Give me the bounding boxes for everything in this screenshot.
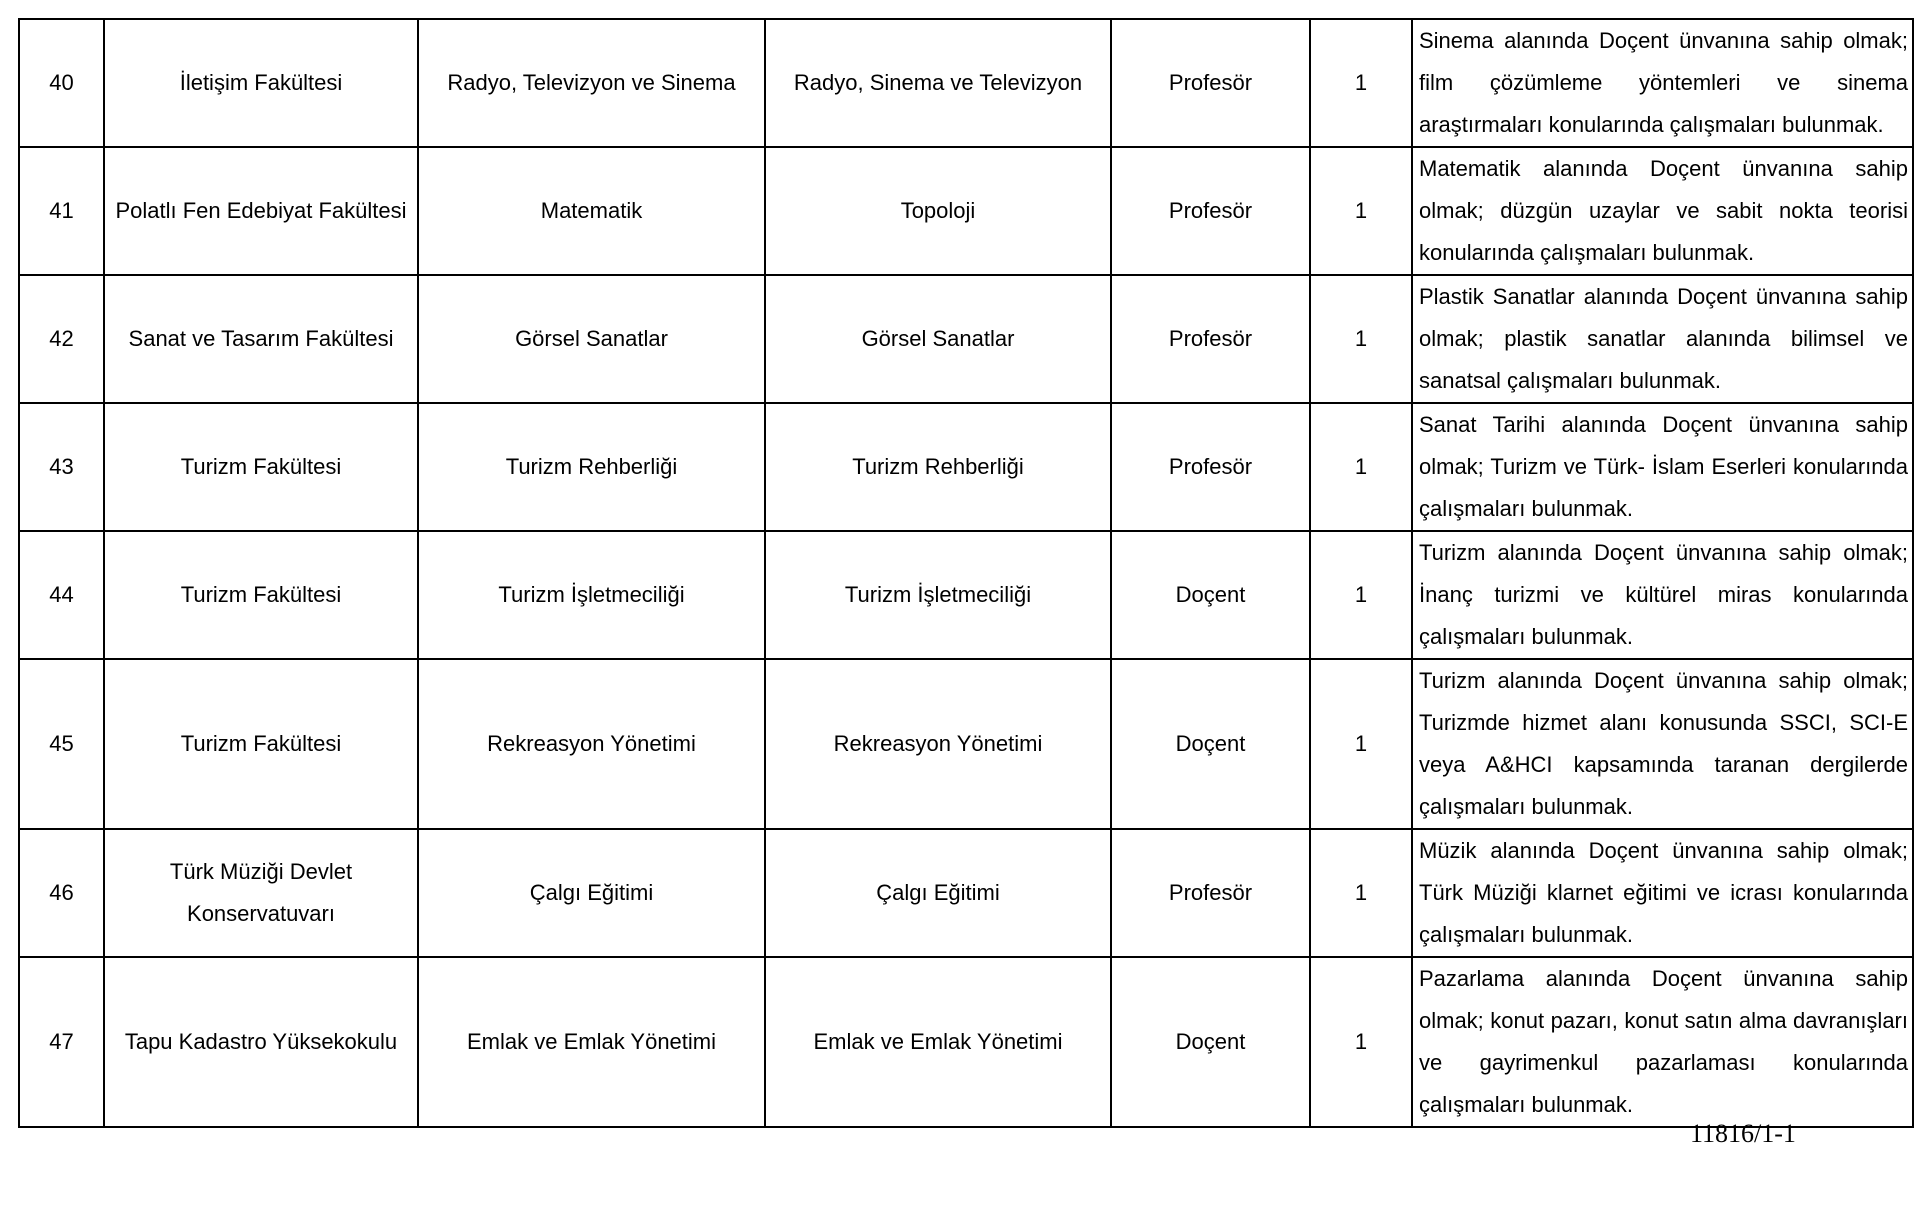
requirement-cell — [1412, 957, 1913, 1127]
academic-title-cell: Profesör — [1111, 829, 1310, 957]
row-number-cell: 41 — [19, 147, 104, 275]
requirement-cell — [1412, 147, 1913, 275]
field-cell: Turizm Rehberliği — [765, 403, 1111, 531]
department-cell: Görsel Sanatlar — [418, 275, 765, 403]
row-number-cell: 46 — [19, 829, 104, 957]
row-number-cell: 44 — [19, 531, 104, 659]
requirement-cell — [1412, 659, 1913, 829]
requirement-cell — [1412, 403, 1913, 531]
department-cell: Radyo, Televizyon ve Sinema — [418, 19, 765, 147]
position-count-cell: 1 — [1310, 829, 1412, 957]
row-number-cell: 45 — [19, 659, 104, 829]
academic-title-cell: Profesör — [1111, 147, 1310, 275]
table-row — [19, 19, 1913, 147]
department-cell: Emlak ve Emlak Yönetimi — [418, 957, 765, 1127]
position-count-cell: 1 — [1310, 147, 1412, 275]
requirement-text: Müzik alanında Doçent ünvanına sahip olmak; Türk Müziği klarnet eğitimi ve icrası konularında çalışmaları bulunmak. — [1419, 838, 1908, 947]
table-row — [19, 147, 1913, 275]
faculty-cell: Turizm Fakültesi — [104, 403, 418, 531]
table-row — [19, 957, 1913, 1127]
table-row — [19, 275, 1913, 403]
position-count-cell: 1 — [1310, 403, 1412, 531]
position-count-cell: 1 — [1310, 957, 1412, 1127]
position-count-cell: 1 — [1310, 19, 1412, 147]
faculty-cell: Polatlı Fen Edebiyat Fakültesi — [104, 147, 418, 275]
requirement-text: Sanat Tarihi alanında Doçent ünvanına sahip olmak; Turizm ve Türk- İslam Eserleri konularında çalışmaları bulunmak. — [1419, 412, 1908, 521]
table-row — [19, 829, 1913, 957]
faculty-cell: Sanat ve Tasarım Fakültesi — [104, 275, 418, 403]
academic-title-cell: Doçent — [1111, 659, 1310, 829]
field-cell: Topoloji — [765, 147, 1111, 275]
requirement-text: Pazarlama alanında Doçent ünvanına sahip olmak; konut pazarı, konut satın alma davranışları ve gayrimenkul pazarlaması konularında çalışmaları bulunmak. — [1419, 966, 1908, 1117]
row-number-cell: 40 — [19, 19, 104, 147]
requirement-text: Matematik alanında Doçent ünvanına sahip olmak; düzgün uzaylar ve sabit nokta teorisi konularında çalışmaları bulunmak. — [1419, 156, 1908, 265]
requirement-cell — [1412, 19, 1913, 147]
faculty-cell: İletişim Fakültesi — [104, 19, 418, 147]
requirement-cell — [1412, 531, 1913, 659]
document-page — [18, 18, 1912, 1128]
row-number-cell: 42 — [19, 275, 104, 403]
department-cell: Rekreasyon Yönetimi — [418, 659, 765, 829]
table-row — [19, 531, 1913, 659]
field-cell: Emlak ve Emlak Yönetimi — [765, 957, 1111, 1127]
faculty-cell: Turizm Fakültesi — [104, 531, 418, 659]
academic-title-cell: Profesör — [1111, 19, 1310, 147]
department-cell: Matematik — [418, 147, 765, 275]
field-cell: Çalgı Eğitimi — [765, 829, 1111, 957]
requirement-cell — [1412, 829, 1913, 957]
requirement-text: Turizm alanında Doçent ünvanına sahip olmak; İnanç turizmi ve kültürel miras konularında çalışmaları bulunmak. — [1419, 540, 1908, 649]
position-count-cell: 1 — [1310, 275, 1412, 403]
table-row — [19, 659, 1913, 829]
faculty-cell: Tapu Kadastro Yüksekokulu — [104, 957, 418, 1127]
department-cell: Turizm Rehberliği — [418, 403, 765, 531]
requirement-text: Sinema alanında Doçent ünvanına sahip olmak; film çözümleme yöntemleri ve sinema araştırmaları konularında çalışmaları bulunmak. — [1419, 28, 1908, 137]
position-count-cell: 1 — [1310, 531, 1412, 659]
academic-title-cell: Doçent — [1111, 531, 1310, 659]
requirement-cell — [1412, 275, 1913, 403]
row-number-cell: 47 — [19, 957, 104, 1127]
department-cell: Çalgı Eğitimi — [418, 829, 765, 957]
row-number-cell: 43 — [19, 403, 104, 531]
field-cell: Görsel Sanatlar — [765, 275, 1111, 403]
requirement-text: Plastik Sanatlar alanında Doçent ünvanına sahip olmak; plastik sanatlar alanında bilimsel ve sanatsal çalışmaları bulunmak. — [1419, 284, 1908, 393]
academic-title-cell: Doçent — [1111, 957, 1310, 1127]
field-cell: Turizm İşletmeciliği — [765, 531, 1111, 659]
field-cell: Rekreasyon Yönetimi — [765, 659, 1111, 829]
faculty-cell: Türk Müziği Devlet Konservatuvarı — [104, 829, 418, 957]
position-count-cell: 1 — [1310, 659, 1412, 829]
table-row — [19, 403, 1913, 531]
academic-title-cell: Profesör — [1111, 403, 1310, 531]
department-cell: Turizm İşletmeciliği — [418, 531, 765, 659]
positions-table — [18, 18, 1914, 1128]
faculty-cell: Turizm Fakültesi — [104, 659, 418, 829]
requirement-text: Turizm alanında Doçent ünvanına sahip olmak; Turizmde hizmet alanı konusunda SSCI, SCI-E veya A&HCI kapsamında taranan dergilerde çalışmaları bulunmak. — [1419, 668, 1908, 819]
academic-title-cell: Profesör — [1111, 275, 1310, 403]
document-reference-number: 11816/1-1 — [1690, 1119, 1796, 1148]
field-cell: Radyo, Sinema ve Televizyon — [765, 19, 1111, 147]
